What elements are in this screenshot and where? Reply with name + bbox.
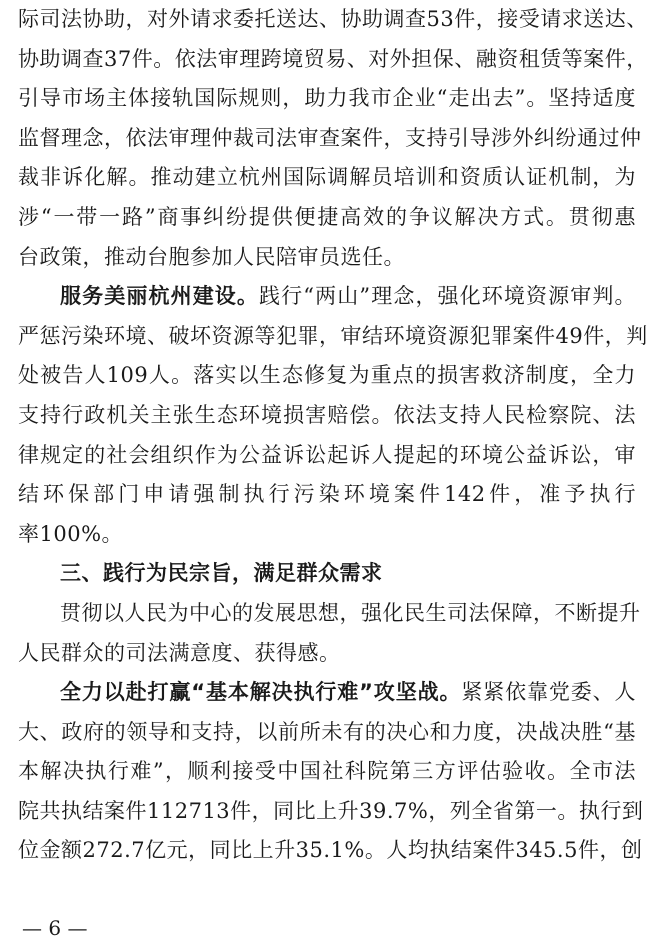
- text-line: [18, 554, 636, 594]
- line-text: 率100%。: [18, 521, 124, 546]
- line-text: 律规定的社会组织作为公益诉讼起诉人提起的环境公益诉讼，审: [18, 442, 636, 467]
- line-text: 涉“一带一路”商事纠纷提供便捷高效的争议解决方式。贯彻惠: [18, 204, 636, 229]
- line-text: 位金额272.7亿元，同比上升35.1%。人均执结案件345.5件，创: [18, 838, 643, 863]
- document-page: [18, 0, 648, 871]
- line-text: 际司法协助，对外请求委托送达、协助调查53件，接受请求送达、: [18, 7, 648, 31]
- paragraph-lead: 全力以赴打赢“基本解决执行难”攻坚战。: [60, 680, 462, 705]
- text-line: [18, 317, 648, 357]
- line-text: 本解决执行难”，顺利接受中国社科院第三方评估验收。全市法: [18, 759, 636, 784]
- text-line: [18, 119, 642, 159]
- line-text: 监督理念，依法审理仲裁司法审查案件，支持引导涉外纠纷通过仲: [18, 125, 642, 150]
- document-body: [18, 0, 648, 871]
- section-heading: 三、践行为民宗旨，满足群众需求: [60, 561, 383, 586]
- text-line: [18, 634, 636, 674]
- text-line: [18, 238, 636, 278]
- line-text: 结环保部门申请强制执行污染环境案件142件，准予执行: [18, 482, 636, 507]
- text-line: [18, 277, 636, 317]
- text-line: [18, 40, 648, 80]
- text-line: [18, 158, 636, 198]
- page-number: — 6 —: [22, 916, 88, 940]
- line-text: 引导市场主体接轨国际规则，助力我市企业“走出去”。坚持适度: [18, 86, 636, 111]
- text-line: [18, 673, 636, 713]
- line-text: 协助调查37件。依法审理跨境贸易、对外担保、融资租赁等案件，: [18, 46, 648, 71]
- line-text: 裁非诉化解。推动建立杭州国际调解员培训和资质认证机制，为: [18, 165, 636, 190]
- text-line: [18, 198, 636, 238]
- text-line: [18, 396, 636, 436]
- text-line: [18, 356, 636, 396]
- text-line: [18, 792, 644, 832]
- text-line: [18, 475, 636, 515]
- paragraph-lead: 服务美丽杭州建设。: [60, 284, 260, 309]
- line-text: 紧紧依靠党委、人: [461, 680, 637, 705]
- text-line: [18, 831, 643, 871]
- line-text: 院共执结案件112713件，同比上升39.7%，列全省第一。执行到: [18, 798, 644, 823]
- line-text: 严惩污染环境、破坏资源等犯罪，审结环境资源犯罪案件49件，判: [18, 323, 648, 348]
- text-line: [18, 515, 636, 555]
- line-text: 支持行政机关主张生态环境损害赔偿。依法支持人民检察院、法: [18, 402, 636, 427]
- text-line: [18, 594, 641, 634]
- text-line: [18, 713, 636, 753]
- line-text: 贯彻以人民为中心的发展思想，强化民生司法保障，不断提升: [60, 600, 641, 625]
- text-line: [18, 79, 636, 119]
- text-line: [18, 0, 648, 40]
- text-line: [18, 752, 636, 792]
- line-text: 处被告人109人。落实以生态修复为重点的损害救济制度，全力: [18, 363, 636, 388]
- text-line: [18, 436, 636, 476]
- line-text: 践行“两山”理念，强化环境资源审判。: [259, 284, 636, 309]
- line-text: 人民群众的司法满意度、获得感。: [18, 640, 341, 665]
- line-text: 大、政府的领导和支持，以前所未有的决心和力度，决战决胜“基: [18, 719, 636, 744]
- line-text: 台政策，推动台胞参加人民陪审员选任。: [18, 244, 405, 269]
